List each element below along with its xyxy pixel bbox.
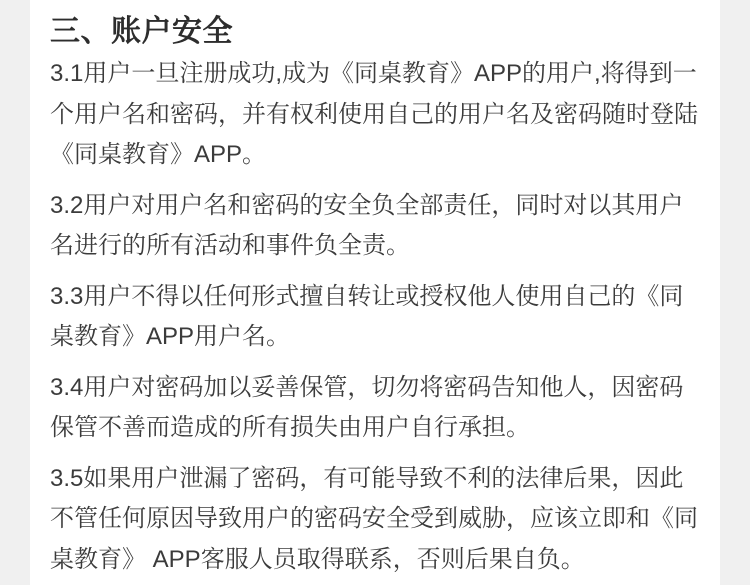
section-title: 三、账户安全 bbox=[50, 15, 233, 48]
paragraph-line: 3.4用户对密码加以妥善保管，切勿将密码告知他人，因密码 bbox=[50, 373, 684, 401]
paragraph-3-2 bbox=[50, 186, 710, 267]
paragraph-line: 3.3用户不得以任何形式擅自转让或授权他人使用自己的《同 bbox=[50, 282, 684, 310]
paragraph-3-5 bbox=[50, 459, 710, 581]
paragraph-line: 《同桌教育》APP。 bbox=[50, 141, 267, 168]
paragraph-line: 3.5如果用户泄漏了密码，有可能导致不利的法律后果，因此 bbox=[50, 464, 684, 492]
paragraph-3-1 bbox=[50, 54, 710, 176]
paragraph-line: 桌教育》APP用户名。 bbox=[50, 323, 291, 350]
paragraph-line: 保管不善而造成的所有损失由用户自行承担。 bbox=[50, 414, 530, 441]
paragraph-line: 个用户名和密码，并有权利使用自己的用户名及密码随时登陆 bbox=[50, 100, 698, 128]
paragraph-line: 名进行的所有活动和事件负全责。 bbox=[50, 232, 410, 259]
document-content-area bbox=[30, 0, 720, 585]
paragraph-line: 3.2用户对用户名和密码的安全负全部责任，同时对以其用户 bbox=[50, 191, 684, 219]
paragraph-3-4 bbox=[50, 368, 710, 449]
paragraph-line: 不管任何原因导致用户的密码安全受到威胁，应该立即和《同 bbox=[50, 505, 698, 532]
paragraph-3-3 bbox=[50, 277, 710, 358]
paragraph-line: 3.1用户一旦注册成功,成为《同桌教育》APP的用户,将得到一 bbox=[50, 60, 697, 87]
paragraph-line: 桌教育》 APP客服人员取得联系，否则后果自负。 bbox=[50, 545, 585, 573]
